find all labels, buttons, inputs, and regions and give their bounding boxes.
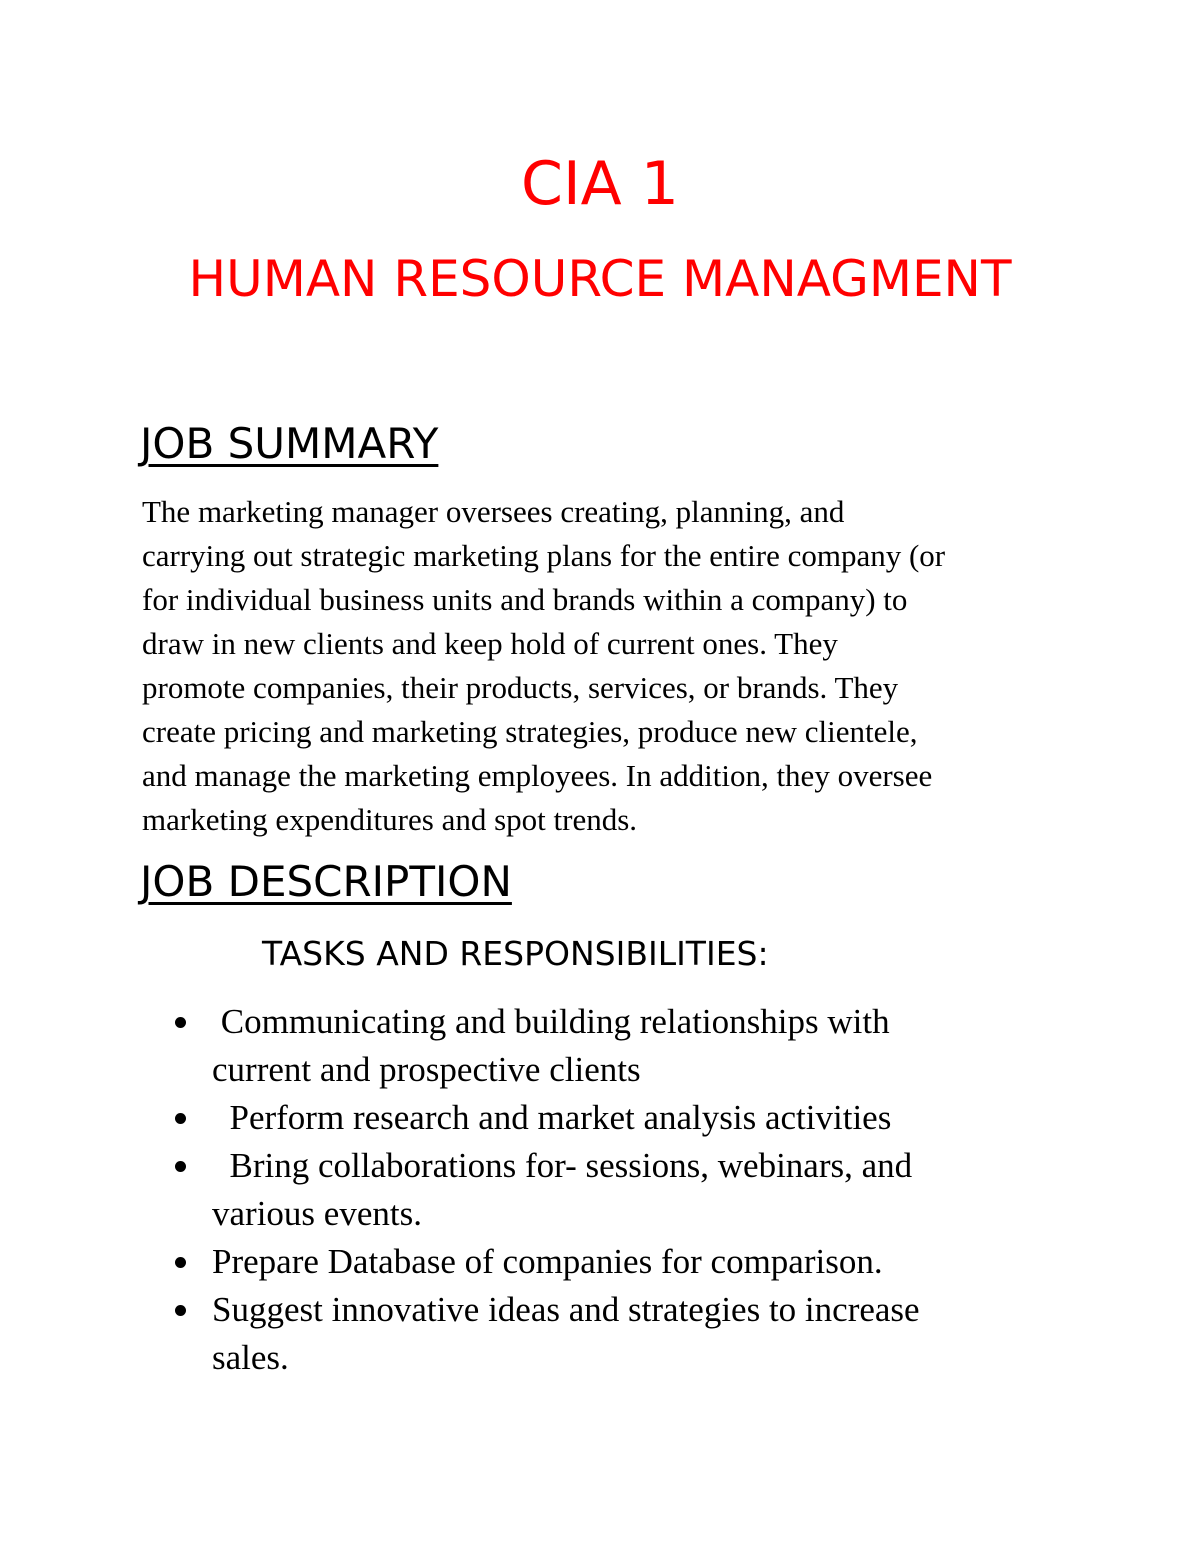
task-text [212, 998, 1200, 1094]
paragraph-line: marketing expenditures and spot trends. [142, 802, 638, 837]
bullet-icon [175, 1305, 186, 1316]
paragraph-line: for individual business units and brands within a company) to [142, 582, 908, 617]
paragraph-line: and manage the marketing employees. In addition, they oversee [142, 758, 933, 793]
job-summary-heading: JOB SUMMARY [140, 419, 439, 468]
bullet-icon [175, 1017, 186, 1028]
list-item [0, 1238, 1200, 1286]
document-subtitle: HUMAN RESOURCE MANAGMENT [188, 250, 1012, 308]
paragraph-line: create pricing and marketing strategies, produce new clientele, [142, 714, 918, 749]
task-text [212, 1286, 1200, 1382]
bullet-icon [175, 1257, 186, 1268]
task-line: Communicating and building relationships with [212, 1002, 890, 1041]
task-line: Bring collaborations for- sessions, webinars, and [212, 1146, 913, 1185]
task-text [212, 1094, 1200, 1142]
task-line: various events. [212, 1194, 422, 1233]
paragraph-line: draw in new clients and keep hold of current ones. They [142, 626, 838, 661]
job-description-heading: JOB DESCRIPTION [140, 857, 512, 906]
task-text [212, 1142, 1200, 1238]
paragraph-line: promote companies, their products, services, or brands. They [142, 670, 899, 705]
list-item [0, 1094, 1200, 1142]
task-text [212, 1238, 1200, 1286]
tasks-list [0, 998, 1200, 1382]
paragraph-line: The marketing manager oversees creating, planning, and [142, 494, 845, 529]
list-item [0, 998, 1200, 1094]
tasks-subheading: TASKS AND RESPONSIBILITIES: [262, 934, 769, 973]
task-line: sales. [212, 1338, 289, 1377]
task-line: Perform research and market analysis activities [212, 1098, 892, 1137]
bullet-icon [175, 1161, 186, 1172]
task-line: Prepare Database of companies for comparison. [212, 1242, 883, 1281]
list-item [0, 1286, 1200, 1382]
list-item [0, 1142, 1200, 1238]
task-line: current and prospective clients [212, 1050, 641, 1089]
document-title: CIA 1 [521, 149, 679, 219]
bullet-icon [175, 1113, 186, 1124]
job-summary-paragraph [142, 490, 1082, 842]
paragraph-line: carrying out strategic marketing plans for the entire company (or [142, 538, 946, 573]
task-line: Suggest innovative ideas and strategies to increase [212, 1290, 920, 1329]
